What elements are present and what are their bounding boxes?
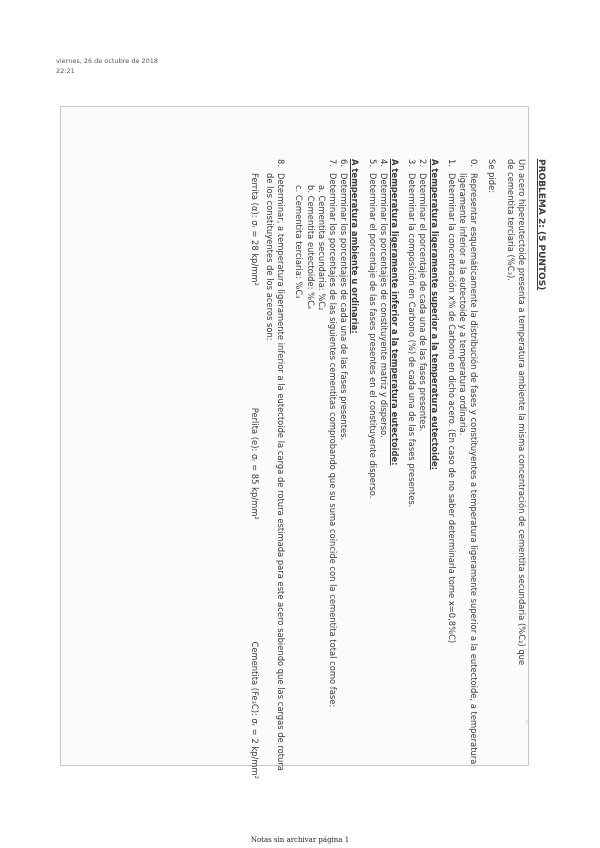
question-text: Determinar los porcentajes de cada una de las fases presentes. [339, 173, 350, 441]
question-8 [264, 159, 286, 779]
se-pide-label: Se pide: [487, 159, 498, 194]
intro-line-1: Un acero hipereutectoide presenta a temperatura ambiente la misma concentración de cementita secundaria (%C₂) que [516, 159, 527, 666]
question-number: 2. [418, 159, 429, 167]
problem-title: PROBLEMA 2: (5 PUNTOS) [536, 159, 546, 291]
question-text: Determinar, a temperatura ligeramente inferior a la eutectoide la carga de rotura estimada para este acero sabiendo que las cargas de rotura de los constituyentes de los aceros son: [264, 173, 287, 771]
scan-mark: ~ [523, 719, 530, 725]
note-date: viernes, 26 de octubre de 2018 [56, 57, 159, 65]
question-text: Determinar la composición en Carbono (%) de cada una de las fases presentes. [407, 173, 418, 508]
section-heading-ambient: A temperatura ambiente u ordinaria: [350, 159, 361, 334]
question-text: Representar esquemáticamente la distribución de fases y constituyentes a temperatura ligeramente superior a la eutectoide, a temperatura ligeramente inferior a la eutectoide y a temperatura ordinaria. [457, 173, 480, 765]
question-text: Determinar el porcentaje de cada una de las fases presentes. [418, 173, 429, 432]
perlita-value: Perlita (e): σᵣ = 85 kp/mm² [249, 407, 260, 520]
sub-item-c: c. Cementita terciaria: %C₃ [294, 185, 305, 299]
sub-item-a: a. Cementita secundaria: %C₂ [316, 185, 327, 311]
question-4 [378, 159, 389, 779]
question-number: 4. [378, 159, 389, 167]
question-7 [327, 159, 338, 779]
sub-item-b: b. Cementita eutectoide: %Cₑ [305, 185, 316, 310]
ferrita-value: Ferrita (α): σᵣ = 28 kp/mm² [249, 173, 260, 286]
question-3 [406, 159, 417, 779]
section-heading-above-eutectoid: A temperatura ligeramente superior a la temperatura eutectoide: [429, 159, 440, 470]
cementita-value: Cementita (Fe₃C): σᵣ = 2 kp/mm² [249, 641, 260, 779]
question-text: Determinar los porcentajes de constituyente matriz y disperso. [378, 173, 389, 438]
question-5 [366, 159, 377, 779]
rotated-document-content [106, 159, 546, 779]
tensile-strength-values [249, 159, 260, 779]
note-time: 22:21 [56, 67, 75, 75]
scanned-page-image [60, 106, 546, 779]
page-footer: Notas sin archivar página 1 [250, 836, 350, 844]
question-2 [417, 159, 428, 779]
question-number: 0. [469, 159, 480, 167]
question-0 [457, 159, 479, 779]
question-number: 6. [339, 159, 350, 167]
note-header [56, 56, 158, 76]
question-number: 3. [407, 159, 418, 167]
question-number: 1. [446, 159, 457, 167]
question-number: 5. [367, 159, 378, 167]
section-heading-below-eutectoid: A temperatura ligeramente inferior a la temperatura eutectoide: [389, 159, 400, 466]
question-number: 7. [327, 159, 338, 167]
question-text: Determinar el porcentaje de las fases presentes en el constituyente disperso. [367, 173, 378, 499]
question-text: Determinar la concentración x% de Carbono en dicho acero. (En caso de no saber determinarla tome x=0,8%C) [446, 173, 457, 644]
question-1 [446, 159, 457, 779]
question-text: Determinar los porcentajes de las siguientes cementitas comprobando que su suma coincide con la cementita total como fase: [327, 173, 338, 708]
question-number: 8. [276, 159, 287, 167]
question-6 [338, 159, 349, 779]
intro-line-2: de cementita terciaria (%C₃). [505, 159, 516, 281]
